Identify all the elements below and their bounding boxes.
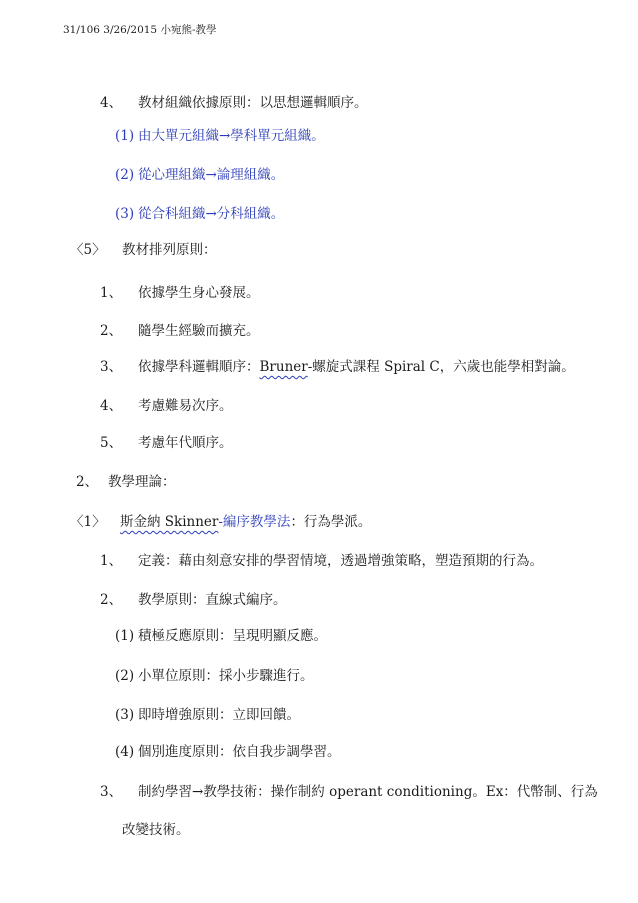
item-text: 即時增強原則：立即回饋。 xyxy=(138,707,300,723)
item-text: 教學原則：直線式編序。 xyxy=(138,592,287,608)
item-text-prefix: 依據學科邏輯順序： xyxy=(138,359,260,375)
item-text-suffix: -螺旋式課程 Spiral C，六歲也能學相對論。 xyxy=(307,359,575,375)
item-number: (2) xyxy=(115,167,135,183)
item-number: (4) xyxy=(115,744,135,760)
item-number: (2) xyxy=(115,668,135,684)
item-text: 隨學生經驗而擴充。 xyxy=(138,323,260,339)
item-text: 從合科組織→分科組織。 xyxy=(138,206,285,222)
item-number: (3) xyxy=(115,707,135,723)
item-text-highlight: -編序教學法 xyxy=(218,514,291,530)
item-text: 考慮年代順序。 xyxy=(138,435,233,451)
item-text xyxy=(120,513,371,531)
item-text xyxy=(138,358,575,376)
item-text: 依據學生身心發展。 xyxy=(138,285,260,301)
item-text: 教材排列原則： xyxy=(122,242,217,258)
item-number: (1) xyxy=(115,628,135,644)
item-text: 制約學習→教學技術：操作制約 operant conditioning。Ex：代幣制、行為 xyxy=(138,784,598,800)
bruner-link[interactable]: Bruner xyxy=(259,359,308,375)
item-number: 1、 xyxy=(100,553,123,569)
item-number: 1、 xyxy=(100,285,123,301)
item-text: 教材組織依據原則：以思想邏輯順序。 xyxy=(138,95,368,111)
skinner-link[interactable]: 斯金納 Skinner xyxy=(120,514,219,530)
item-number: 〈1〉 xyxy=(70,514,106,530)
item-number: 4、 xyxy=(100,95,123,111)
item-text: 定義：藉由刻意安排的學習情境，透過增強策略，塑造預期的行為。 xyxy=(138,553,543,569)
item-number: 4、 xyxy=(100,398,123,414)
item-number: 3、 xyxy=(100,359,123,375)
item-number: 2、 xyxy=(76,474,99,490)
item-number: 3、 xyxy=(100,784,123,800)
item-number: 5、 xyxy=(100,435,123,451)
page-header: 31/106 3/26/2015 小宛熊-教學 xyxy=(63,24,217,36)
item-text: 考慮難易次序。 xyxy=(138,398,233,414)
item-number: 2、 xyxy=(100,323,123,339)
item-number: 〈5〉 xyxy=(70,242,106,258)
item-text: 從心理組織→論理組織。 xyxy=(138,167,285,183)
item-text: 改變技術。 xyxy=(122,822,190,838)
item-number: (1) xyxy=(115,128,135,144)
item-text: 小單位原則：採小步驟進行。 xyxy=(138,668,314,684)
item-text: 個別進度原則：依自我步調學習。 xyxy=(138,744,341,760)
item-text-suffix: ：行為學派。 xyxy=(290,514,372,530)
item-text: 積極反應原則：呈現明顯反應。 xyxy=(138,628,327,644)
item-text: 教學理論： xyxy=(108,474,176,490)
item-number: 2、 xyxy=(100,592,123,608)
item-number: (3) xyxy=(115,206,135,222)
item-text: 由大單元組織→學科單元組織。 xyxy=(138,128,325,144)
